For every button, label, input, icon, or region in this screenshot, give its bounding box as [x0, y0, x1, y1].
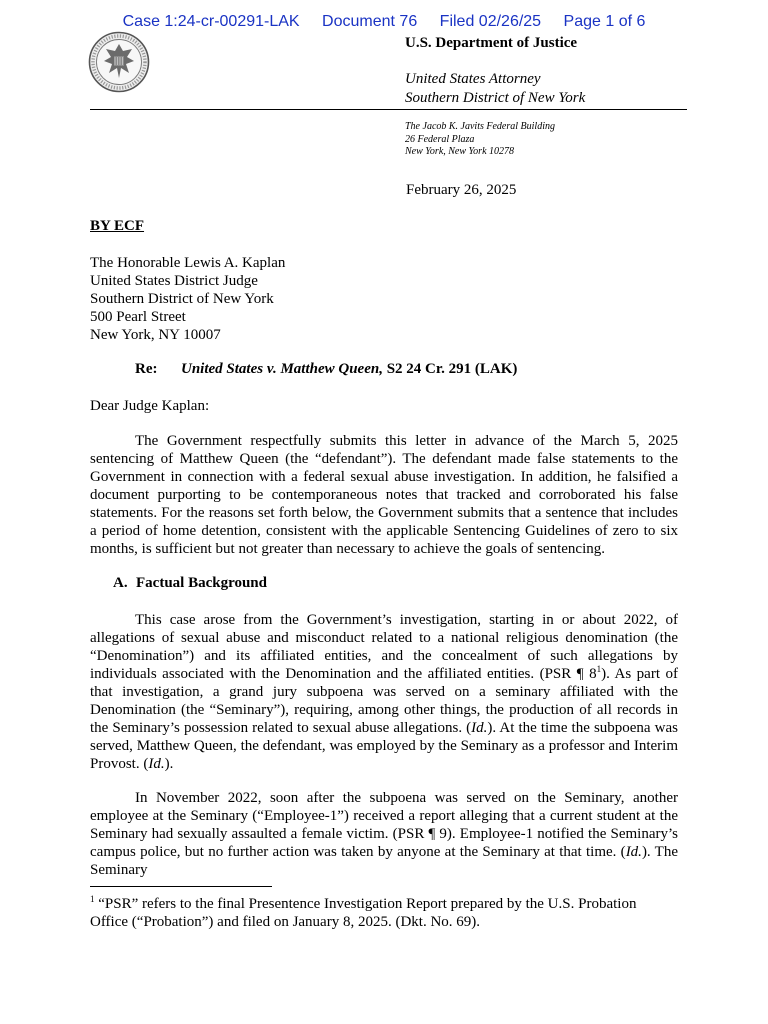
doj-seal-icon	[88, 31, 150, 93]
intro-paragraph: The Government respectfully submits this letter in advance of the March 5, 2025 sentencing of Matthew Queen (the “defendant”). The defendant made false statements to the Government in connection with a federal sexual abuse investigation. In addition, he falsified a document purporting to be contemporaneous notes that tracked and corroborated his false statements. For the reasons set forth below, the Government submits that a sentence that includes a period of home detention, consistent with the applicable Sentencing Guidelines of zero to six months, is sufficient but not greater than necessary to achieve the goals of sentencing.	[90, 433, 678, 557]
case-number: Case 1:24-cr-00291-LAK	[122, 13, 300, 30]
address-street: 26 Federal Plaza	[405, 133, 475, 145]
background-paragraph-2	[90, 789, 678, 879]
background-paragraph-1	[90, 611, 678, 773]
section-number: A.	[113, 575, 128, 591]
footnote-separator	[90, 886, 272, 887]
letterhead-rule	[90, 109, 687, 110]
addressee-street: 500 Pearl Street	[90, 309, 186, 325]
office-name	[405, 70, 585, 108]
delivery-method: BY ECF	[90, 218, 145, 234]
document-number: Document 76	[322, 13, 418, 30]
footnote-text: “PSR” refers to the final Presentence Investigation Report prepared by the U.S. Probation Office (“Probation”) and filed on January 8, 2025. (Dkt. No. 69).	[90, 896, 637, 930]
re-label: Re:	[135, 361, 158, 377]
citation: Id.	[471, 720, 488, 736]
section-title: Factual Background	[136, 575, 267, 591]
office-title: United States Attorney	[405, 71, 541, 87]
case-caption: United States v. Matthew Queen,	[181, 361, 383, 377]
filed-date: Filed 02/26/25	[439, 13, 542, 30]
page-indicator: Page 1 of 6	[563, 13, 646, 30]
department-name: U.S. Department of Justice	[405, 35, 578, 51]
addressee-name: The Honorable Lewis A. Kaplan	[90, 255, 286, 271]
salutation: Dear Judge Kaplan:	[90, 398, 210, 414]
address-city: New York, New York 10278	[405, 146, 515, 157]
paragraph-text: This case arose from the Government’s investigation, starting in or about 2022, of allegations of sexual abuse and misconduct related to a national religious denomination (the “Denomination”) and its affiliated entities, and the concealment of such allegations by individuals associated with the Denomination and the affiliated entities. (PSR ¶ 8	[90, 612, 678, 682]
citation: Id.	[148, 756, 165, 772]
citation: Id.	[625, 844, 642, 860]
letter-date: February 26, 2025	[406, 182, 517, 198]
addressee-court: Southern District of New York	[90, 291, 274, 307]
ecf-filing-header	[0, 13, 768, 31]
office-address	[405, 121, 555, 159]
paragraph-text: ). At the time the subpoena was served, Matthew Queen, the defendant, was employed by the Seminary as a professor and Interim Provost. (	[90, 720, 678, 772]
paragraph-text: ). The Seminary	[90, 844, 679, 878]
footnote	[90, 895, 678, 931]
addressee-city: New York, NY 10007	[90, 327, 221, 343]
paragraph-text: ).	[164, 756, 174, 772]
footnote-ref: 1	[596, 664, 602, 674]
footnote-number: 1	[90, 894, 95, 904]
address-building: The Jacob K. Javits Federal Building	[405, 121, 555, 132]
paragraph-text: In November 2022, soon after the subpoena was served on the Seminary, another employee at the Seminary (“Employee-1”) received a report alleging that a current student at the Seminary had sexually assaulted a female victim. (PSR ¶ 9). Employee-1 notified the Seminary’s campus police, but no further action was taken by anyone at the Seminary at that time. (	[90, 790, 678, 860]
addressee-title: United States District Judge	[90, 273, 258, 289]
paragraph-text: ). As part of that investigation, a grand jury subpoena was served on a seminary affiliated with the Denomination (the “Seminary”), requiring, among other things, the production of all records in the Seminary’s possession related to sexual abuse allegations. (	[90, 666, 678, 736]
office-district: Southern District of New York	[405, 90, 586, 106]
case-docket: S2 24 Cr. 291 (LAK)	[382, 361, 518, 377]
re-line	[135, 361, 517, 378]
addressee-block	[90, 254, 285, 344]
section-heading	[113, 575, 267, 592]
